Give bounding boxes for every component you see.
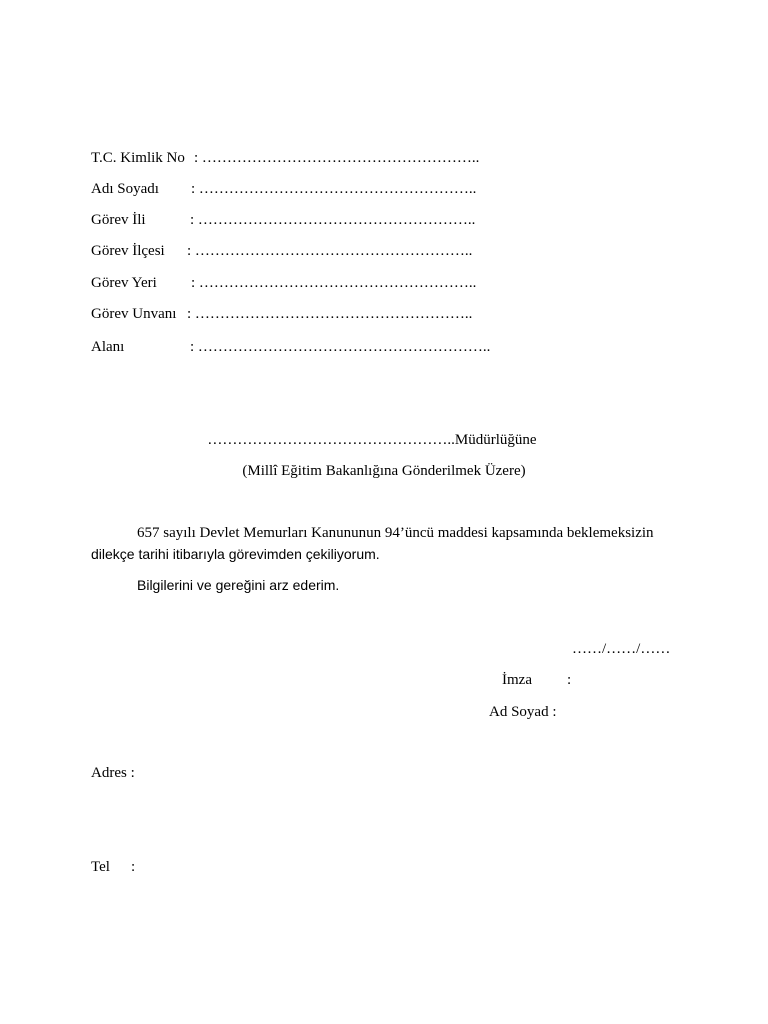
field-label: Görev Yeri [91, 275, 157, 291]
adres-label: Adres : [91, 765, 135, 781]
field-value: : ……………………………………………….. [190, 212, 476, 228]
field-gorev-ilcesi [91, 241, 473, 261]
field-value: : ……………………………………………….. [187, 306, 473, 322]
field-label: Adı Soyadı [91, 181, 159, 197]
imza-label: İmza [502, 672, 532, 688]
body-text: 657 sayılı Devlet Memurları Kanununun 94’üncü maddesi kapsamında beklemeksizin [137, 525, 654, 541]
field-adi-soyadi [91, 179, 477, 199]
field-gorev-ili [91, 210, 476, 230]
field-label: T.C. Kimlik No [91, 150, 185, 166]
field-value: : ……………………………………………….. [187, 243, 473, 259]
body-text: dilekçe tarihi itibarıyla görevimden çekiliyorum. [91, 546, 380, 562]
recipient-line: …………………………………………..Müdürlüğüne [207, 432, 537, 448]
closing-sentence [137, 575, 339, 597]
field-label: Görev İli [91, 212, 146, 228]
field-label: Alanı [91, 339, 125, 355]
body-paragraph [91, 523, 675, 566]
field-value: : ……………………………………………….. [191, 275, 477, 291]
field-label: Görev İlçesi [91, 243, 165, 259]
field-gorev-yeri [91, 273, 477, 293]
field-value: : ……………………………………………….. [191, 181, 477, 197]
date-line: ……/……/…… [572, 641, 671, 657]
tel-colon: : [131, 859, 136, 875]
field-gorev-unvani [91, 304, 473, 324]
tel-label: Tel [91, 859, 110, 875]
closing-text: Bilgilerini ve gereğini arz ederim. [137, 577, 340, 593]
field-tc-kimlik [91, 148, 480, 168]
imza-colon: : [567, 672, 572, 688]
field-alani [91, 337, 491, 357]
field-value: : ……………………………………………….. [194, 150, 480, 166]
ad-soyad-label: Ad Soyad : [489, 704, 557, 720]
recipient-note: (Millî Eğitim Bakanlığına Gönderilmek Üzere) [242, 463, 526, 479]
field-label: Görev Unvanı [91, 306, 177, 322]
field-value: : ………………………………………………….. [190, 339, 491, 355]
